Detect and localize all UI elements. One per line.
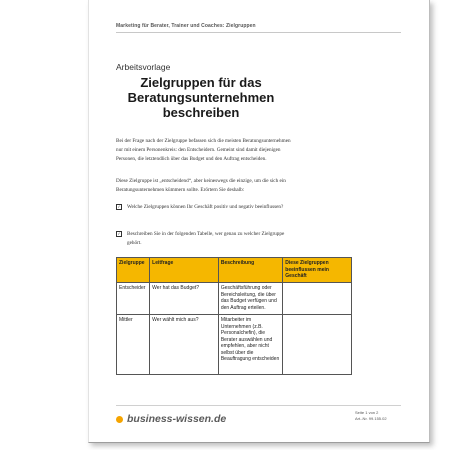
target-group-table bbox=[116, 257, 352, 375]
document-title bbox=[116, 75, 286, 120]
cell-beschreibung: Geschäftsführung oder Bereichsleitung, die über das Budget verfügen und den Auftrag erteilen. bbox=[218, 283, 282, 315]
page-number: Seite 1 von 2 bbox=[355, 410, 379, 415]
intro-paragraph: Bei der Frage nach der Zielgruppe befassen sich die meisten Beratungsunternehmen nur mit einem Personenkreis: den Entscheidern. Gemeint sind damit diejenigen Personen, die letztendlich über das Budget und den Auftrag entscheiden. bbox=[116, 138, 291, 162]
checkbox-icon: ✓ bbox=[117, 231, 121, 236]
title-line-3: beschreiben bbox=[162, 105, 240, 120]
header-zielgruppe: Zielgruppe bbox=[117, 258, 150, 283]
cell-leitfrage: Wer hat das Budget? bbox=[150, 283, 219, 315]
table-row bbox=[117, 283, 352, 315]
cell-einfluss[interactable] bbox=[283, 283, 352, 315]
cell-zielgruppe: Mittler bbox=[117, 315, 150, 375]
document-type-label: Arbeitsvorlage bbox=[116, 62, 171, 72]
table-header-row bbox=[117, 258, 352, 283]
header-beschreibung: Beschreibung bbox=[218, 258, 282, 283]
cell-beschreibung: Mitarbeiter im Unternehmen (z.B. Personalchefin), die Berater auswählen und empfehlen, aber nicht selbst über die Beauftragung entscheiden bbox=[218, 315, 282, 375]
page-header: Marketing für Berater, Trainer und Coaches: Zielgruppen bbox=[116, 23, 256, 29]
article-number: Art.-Nr. 99.155.02 bbox=[355, 416, 387, 421]
cell-leitfrage: Wer wählt mich aus? bbox=[150, 315, 219, 375]
title-line-2: Beratungsunternehmen bbox=[127, 90, 275, 105]
page-info bbox=[355, 410, 387, 422]
header-einfluss: Diese Zielgruppen beeinflussen mein Geschäft bbox=[283, 258, 352, 283]
checkbox-icon: ✓ bbox=[117, 204, 121, 209]
header-divider bbox=[116, 32, 401, 33]
footer-divider bbox=[116, 405, 401, 406]
checklist-text: Welche Zielgruppen können Ihr Geschäft positiv und negativ beeinflussen? bbox=[127, 204, 284, 210]
brand-logo[interactable]: business-wissen.de bbox=[127, 413, 227, 425]
cell-einfluss[interactable] bbox=[283, 315, 352, 375]
title-line-1: Zielgruppen für das bbox=[140, 75, 262, 90]
checklist-text: Beschreiben Sie in der folgenden Tabelle, wer genau zu welcher Zielgruppe gehört. bbox=[127, 231, 285, 246]
second-paragraph: Diese Zielgruppe ist „entscheidend“, aber keineswegs die einzige, um die sich ein Beratungsunternehmen kümmern sollte. Erörtern Sie deshalb: bbox=[116, 178, 286, 193]
document-page bbox=[88, 0, 430, 443]
logo-dot-icon bbox=[116, 416, 123, 423]
cell-zielgruppe: Entscheider bbox=[117, 283, 150, 315]
header-leitfrage: Leitfrage bbox=[150, 258, 219, 283]
table-row bbox=[117, 315, 352, 375]
